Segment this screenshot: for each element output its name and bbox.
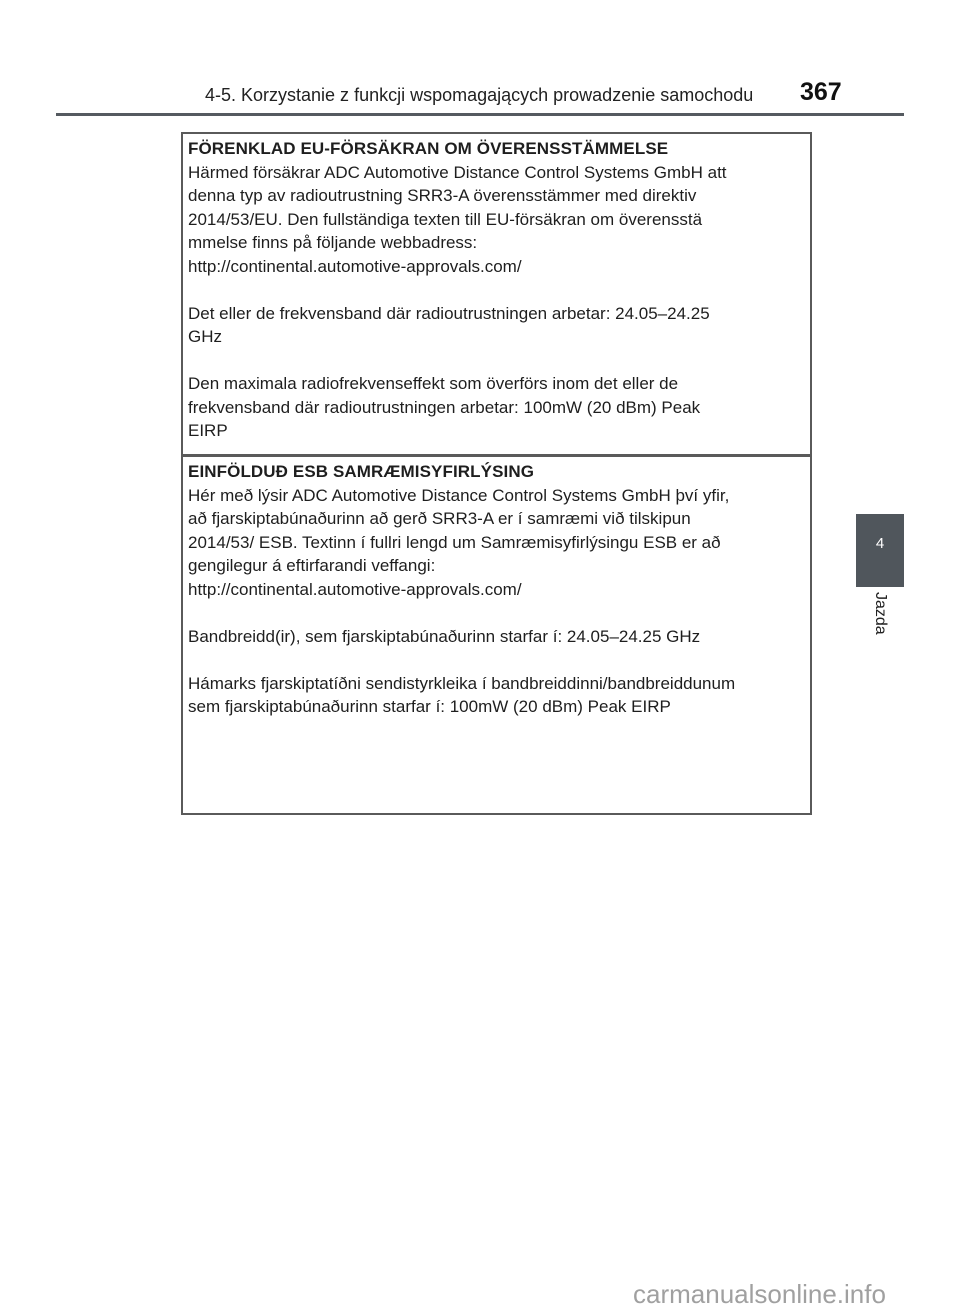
icelandic-paragraph-3 xyxy=(188,672,805,719)
text-line: að fjarskiptabúnaðurinn að gerð SRR3-A er í samræmi við tilskipun xyxy=(188,509,691,528)
text-line: 2014/53/ ESB. Textinn í fullri lengd um Samræmisyfirlýsingu ESB er að xyxy=(188,532,721,552)
text-line: Bandbreidd(ir), sem fjarskiptabúnaðurinn starfar í: 24.05–24.25 GHz xyxy=(188,626,701,646)
swedish-declaration-box xyxy=(181,132,812,456)
header-divider xyxy=(56,113,904,116)
swedish-paragraph-2 xyxy=(188,302,805,349)
chapter-tab: 4 xyxy=(856,514,904,587)
watermark: carmanualsonline.info xyxy=(633,1279,886,1309)
swedish-declaration-title: FÖRENKLAD EU-FÖRSÄKRAN OM ÖVERENSSTÄMMELSE xyxy=(188,139,669,158)
page-header xyxy=(0,0,960,118)
text-line: 2014/53/EU. Den fullständiga texten till EU-försäkran om överensstä xyxy=(188,209,703,229)
text-line: EIRP xyxy=(188,421,228,440)
icelandic-paragraph-2 xyxy=(188,625,805,649)
icelandic-paragraph-1 xyxy=(188,484,805,602)
text-line: mmelse finns på följande webbadress: xyxy=(188,233,478,252)
icelandic-declaration-title: EINFÖLDUÐ ESB SAMRÆMISYFIRLÝSING xyxy=(188,462,535,481)
text-line: sem fjarskiptabúnaðurinn starfar í: 100mW (20 dBm) Peak EIRP xyxy=(188,697,671,716)
text-line: gengilegur á eftirfarandi veffangi: xyxy=(188,556,436,575)
text-line: denna typ av radioutrustning SRR3-A överensstämmer med direktiv xyxy=(188,186,697,205)
icelandic-declaration-box xyxy=(181,455,812,815)
text-line: Den maximala radiofrekvenseffekt som överförs inom det eller de xyxy=(188,374,679,393)
text-line: Härmed försäkrar ADC Automotive Distance Control Systems GmbH att xyxy=(188,162,727,182)
text-line: frekvensband där radioutrustningen arbetar: 100mW (20 dBm) Peak xyxy=(188,397,701,417)
url-line: http://continental.automotive-approvals.com/ xyxy=(188,579,522,599)
text-line: Hér með lýsir ADC Automotive Distance Control Systems GmbH því yfir, xyxy=(188,485,730,505)
text-line: GHz xyxy=(188,327,222,346)
url-line: http://continental.automotive-approvals.com/ xyxy=(188,256,522,276)
text-line: Det eller de frekvensband där radioutrustningen arbetar: 24.05–24.25 xyxy=(188,303,710,323)
page-number: 367 xyxy=(800,78,842,106)
swedish-paragraph-1 xyxy=(188,161,805,279)
swedish-paragraph-3 xyxy=(188,372,805,443)
chapter-label: Jazda xyxy=(872,592,889,635)
section-title: 4-5. Korzystanie z funkcji wspomagających prowadzenie samochodu xyxy=(205,85,754,105)
text-line: Hámarks fjarskiptatíðni sendistyrkleika í bandbreiddinni/bandbreiddunum xyxy=(188,673,736,693)
